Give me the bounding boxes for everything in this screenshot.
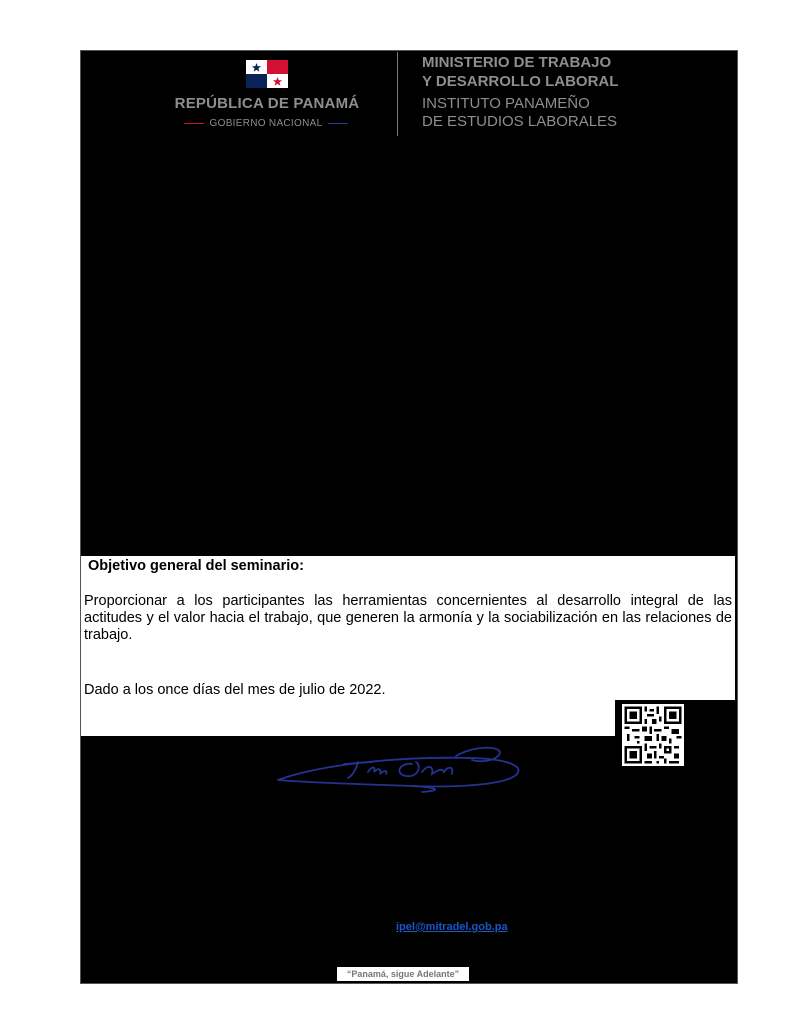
institute-line-2: DE ESTUDIOS LABORALES (422, 113, 618, 130)
objective-body: Proporcionar a los participantes las herramientas concernientes al desarrollo integral de las actitudes y el valor hacia el trabajo, que generen la armonía y la sociabilización en las relaciones de trabajo. (84, 593, 732, 643)
ministry-line-1: MINISTERIO DE TRABAJO (422, 54, 612, 71)
qr-code-icon[interactable] (622, 704, 684, 766)
panama-flag-icon (246, 60, 288, 88)
content-band-lower (81, 700, 615, 736)
government-line (175, 116, 357, 130)
footer-motto: “Panamá, sigue Adelante” (337, 967, 469, 981)
document-page (80, 50, 738, 984)
country-name: REPÚBLICA DE PANAMÁ (174, 95, 360, 112)
red-rule (184, 123, 204, 124)
header-divider (397, 52, 398, 136)
date-line: Dado a los once días del mes de julio de 2022. (84, 682, 386, 698)
institute-line-1: INSTITUTO PANAMEÑO (422, 95, 590, 112)
government-label: GOBIERNO NACIONAL (209, 117, 323, 129)
email-link[interactable]: ipel@mitradel.gob.pa (396, 921, 508, 933)
objective-heading: Objetivo general del seminario: (88, 558, 304, 574)
ministry-line-2: Y DESARROLLO LABORAL (422, 73, 619, 90)
signature-graphic (272, 742, 524, 796)
blue-rule (328, 123, 348, 124)
